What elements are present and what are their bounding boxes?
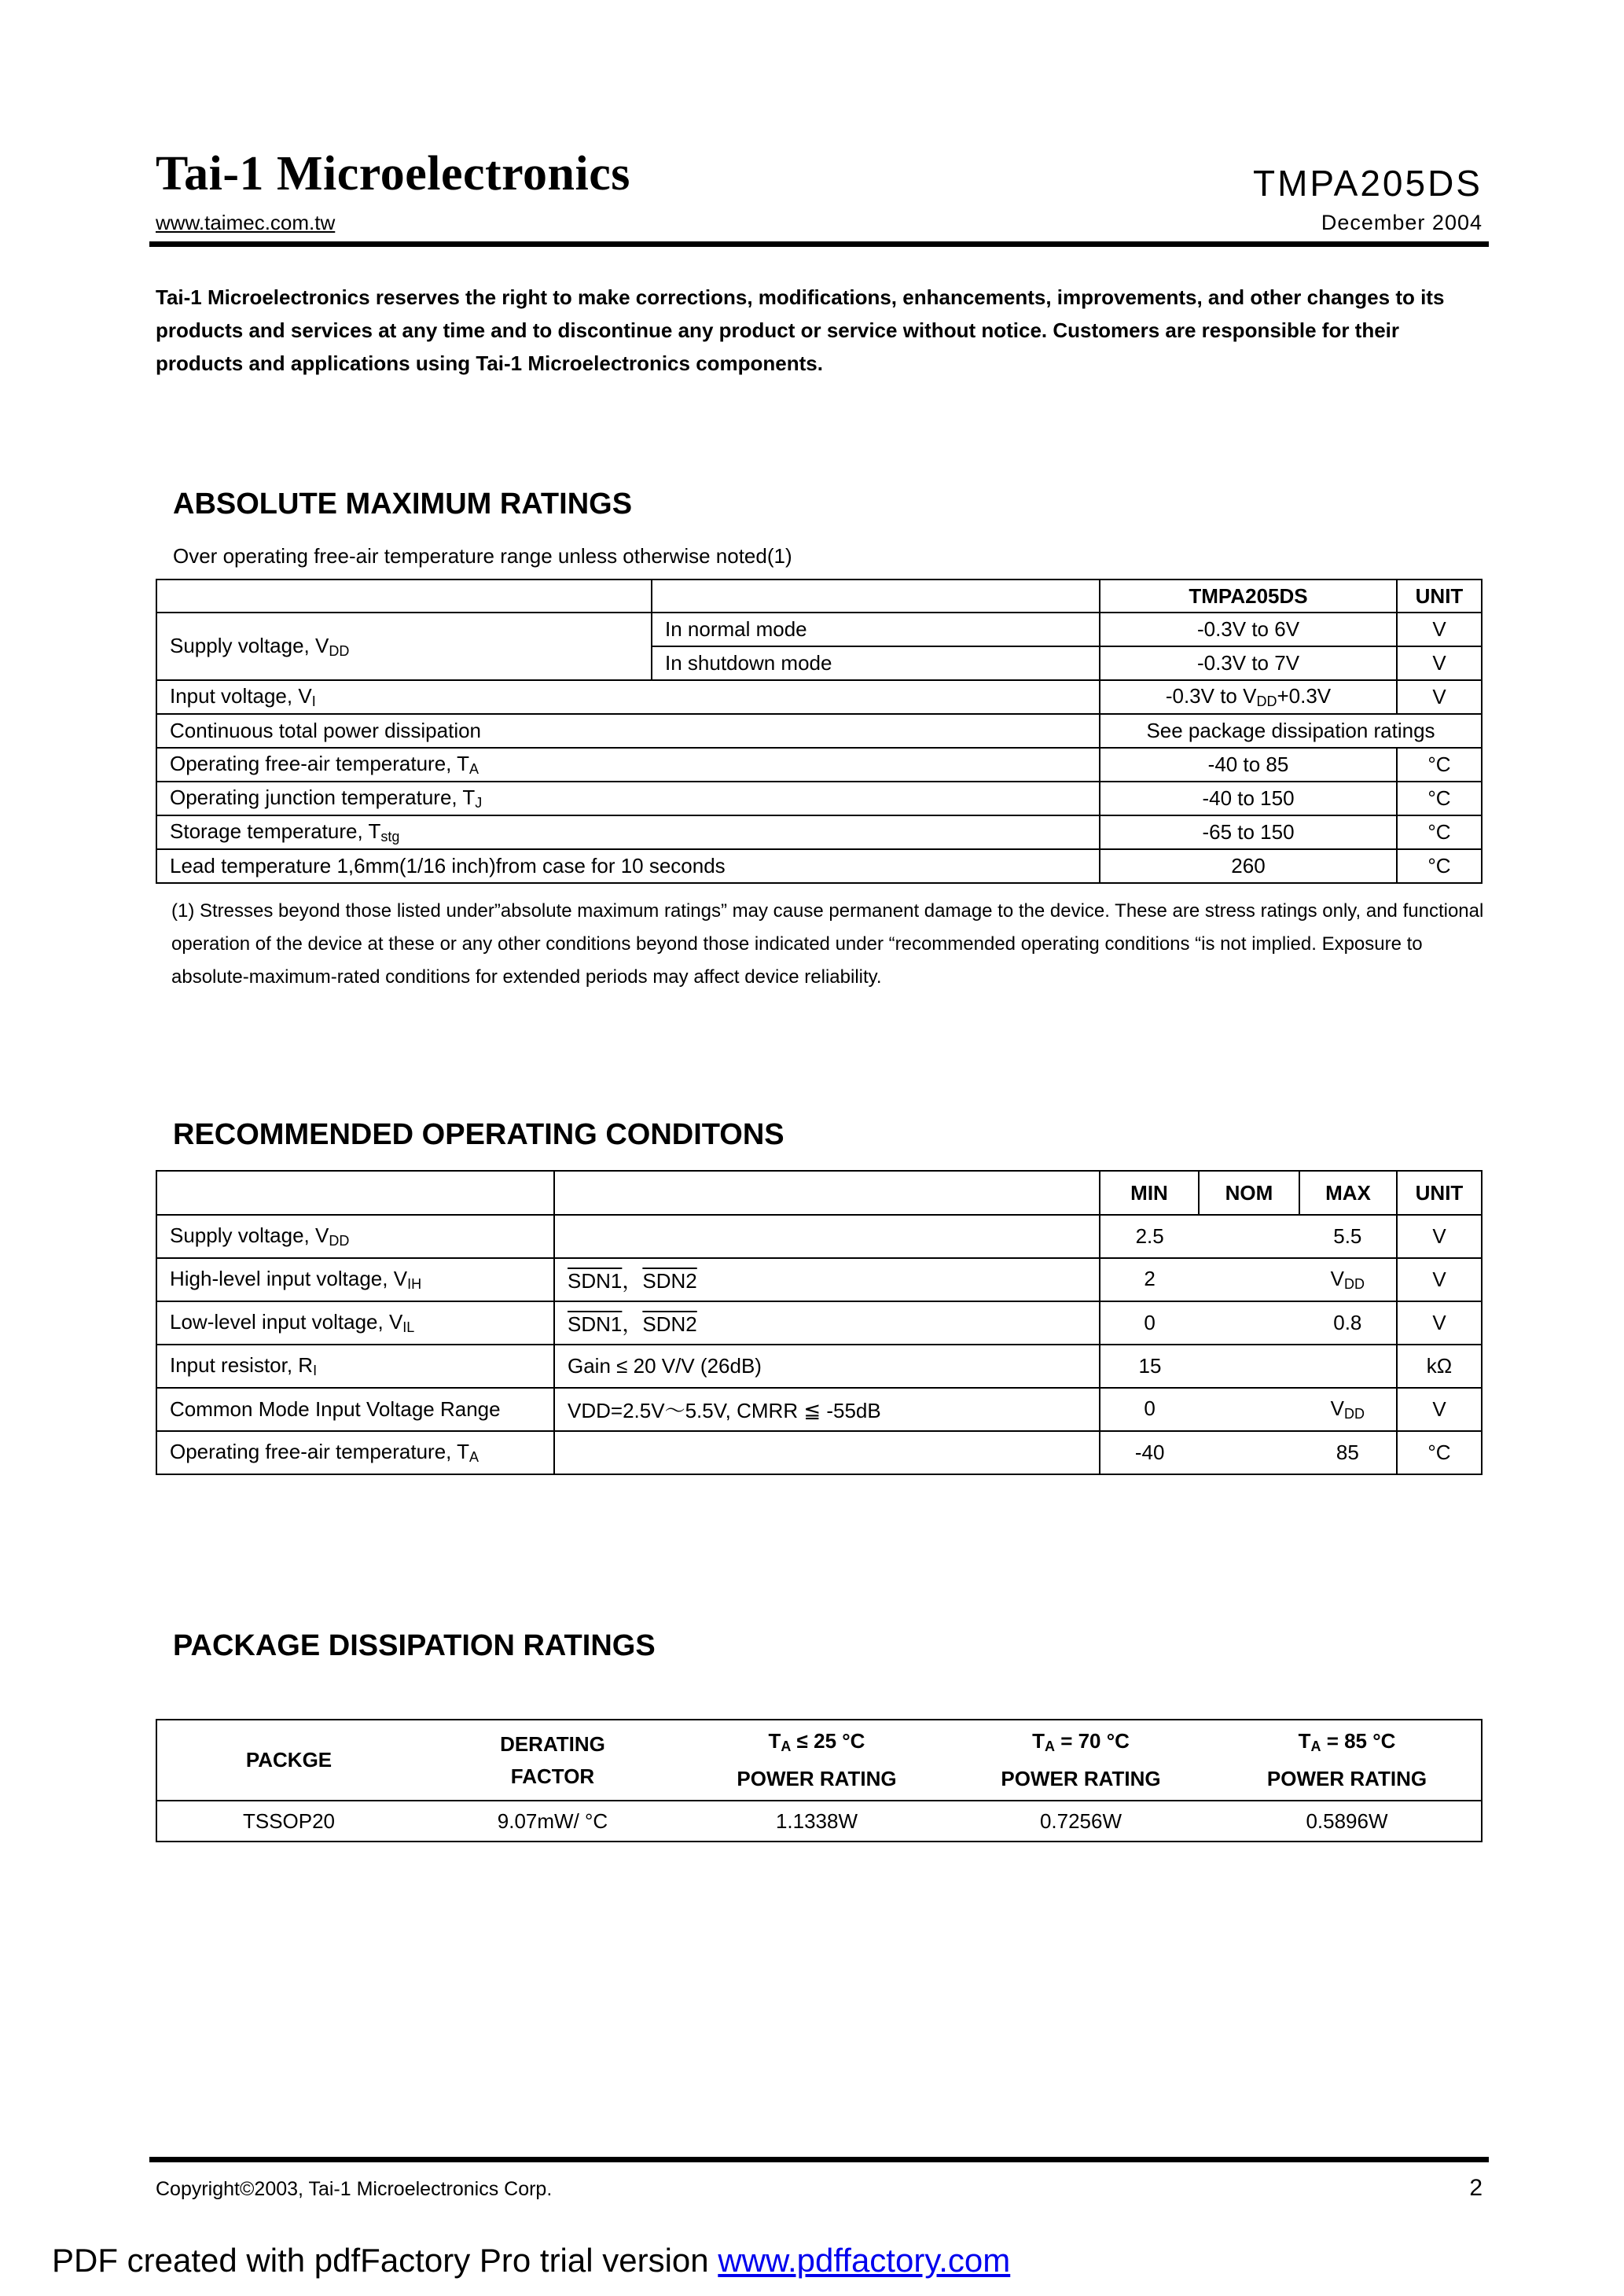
h-t70: $T_A = 70$ °C POWER RATING xyxy=(949,1720,1213,1801)
cm-condition: VDD=2.5V～5.5V, CMRR ≦ -55dB xyxy=(554,1388,1100,1431)
normal-value: -0.3V to 6V xyxy=(1100,613,1397,646)
table-row xyxy=(156,1258,1482,1301)
supply-max: 5.5 xyxy=(1333,1224,1362,1248)
op-temp-unit: °C xyxy=(1397,748,1482,782)
company-name: Tai-1 Microelectronics xyxy=(156,147,630,201)
vih-unit: V xyxy=(1397,1258,1482,1301)
table-header-row xyxy=(156,580,1482,613)
op-temp-label: Operating free-air temperature, $T_A$ xyxy=(156,748,1100,782)
lead-unit: °C xyxy=(1397,849,1482,883)
table-row xyxy=(156,748,1482,782)
cm-min: 0 xyxy=(1144,1396,1156,1420)
supply-label: Supply voltage, $V_{DD}$ xyxy=(156,613,652,680)
cm-unit: V xyxy=(1397,1388,1482,1431)
table-row xyxy=(156,849,1482,883)
header-divider xyxy=(149,241,1489,247)
table-row xyxy=(156,1301,1482,1345)
normal-mode: In normal mode xyxy=(652,613,1100,646)
ri-label: Input resistor, $R_I$ xyxy=(156,1345,554,1388)
lead-value: 260 xyxy=(1100,849,1397,883)
cm-max: $V_{DD}$ xyxy=(1330,1396,1365,1422)
shutdown-mode: In shutdown mode xyxy=(652,646,1100,680)
vil-label: Low-level input voltage, $V_{IL}$ xyxy=(156,1301,554,1345)
table-row xyxy=(156,714,1482,748)
power-85: 0.5896W xyxy=(1306,1808,1388,1833)
vih-min: 2 xyxy=(1144,1267,1156,1290)
table-row xyxy=(156,1801,1482,1842)
col-unit: UNIT xyxy=(1397,580,1482,613)
col-max: MAX xyxy=(1299,1171,1397,1215)
footer-divider xyxy=(149,2157,1489,2162)
table-row xyxy=(156,1345,1482,1388)
pdf-watermark: PDF created with pdfFactory Pro trial version www.pdffactory.com xyxy=(52,2242,1011,2279)
page-number: 2 xyxy=(1469,2175,1483,2201)
cm-label: Common Mode Input Voltage Range xyxy=(156,1388,554,1431)
table-header-row xyxy=(156,1720,1482,1801)
abs-max-table xyxy=(156,579,1483,884)
abs-max-title: ABSOLUTE MAXIMUM RATINGS xyxy=(173,488,633,521)
power-70: 0.7256W xyxy=(1039,1808,1122,1833)
pkg-table xyxy=(156,1719,1483,1842)
h-t85: $T_A = 85$ °C POWER RATING xyxy=(1213,1720,1482,1801)
ri-condition: Gain ≤ 20 V/V (26dB) xyxy=(554,1345,1100,1388)
supply-min: 2.5 xyxy=(1135,1224,1164,1248)
col-unit: UNIT xyxy=(1397,1171,1482,1215)
power-25: 1.1338W xyxy=(775,1808,858,1833)
abs-max-footnote: (1) Stresses beyond those listed under”absolute maximum ratings” may cause permanent damage to the device. These are stress ratings only, and functional operation of the device at these or any other conditions beyond those indicated under “recommended operating conditions “is not implied. Exposure to absolute-maximum-rated conditions for extended periods may affect device reliability. xyxy=(171,900,1484,988)
table-row xyxy=(156,1215,1482,1258)
col-min: MIN xyxy=(1100,1171,1199,1215)
input-unit: V xyxy=(1397,680,1482,714)
supply-unit: V xyxy=(1397,1215,1482,1258)
storage-value: -65 to 150 xyxy=(1100,815,1397,849)
input-label: Input voltage, $V_I$ xyxy=(156,680,1100,714)
table-row xyxy=(156,680,1482,714)
table-row xyxy=(156,782,1482,815)
ta-min: -40 xyxy=(1134,1441,1165,1464)
col-nom: NOM xyxy=(1199,1171,1299,1215)
power-value: See package dissipation ratings xyxy=(1100,714,1482,748)
ri-min: 15 xyxy=(1138,1354,1162,1378)
rec-op-table xyxy=(156,1170,1483,1475)
table-header-row xyxy=(156,1171,1482,1215)
shutdown-unit: V xyxy=(1397,646,1482,680)
copyright: Copyright©2003, Tai-1 Microelectronics Corp. xyxy=(156,2178,553,2200)
table-row xyxy=(156,815,1482,849)
col-part: TMPA205DS xyxy=(1100,580,1397,613)
vih-label: High-level input voltage, $V_{IH}$ xyxy=(156,1258,554,1301)
abs-max-subtitle: Over operating free-air temperature range unless otherwise noted(1) xyxy=(173,544,792,568)
rec-op-title: RECOMMENDED OPERATING CONDITONS xyxy=(173,1118,784,1151)
vil-unit: V xyxy=(1397,1301,1482,1345)
part-number: TMPA205DS xyxy=(1252,163,1483,204)
website-link[interactable]: www.taimec.com.tw xyxy=(156,211,336,234)
junction-value: -40 to 150 xyxy=(1100,782,1397,815)
vil-min: 0 xyxy=(1144,1311,1156,1334)
package: TSSOP20 xyxy=(242,1808,336,1833)
vil-max: 0.8 xyxy=(1333,1311,1362,1334)
h-t25: $T_A \le 25$ °C POWER RATING xyxy=(685,1720,949,1801)
h-package: PACKGE xyxy=(156,1720,421,1801)
ta-label: Operating free-air temperature, $T_A$ xyxy=(156,1431,554,1474)
ri-unit: kΩ xyxy=(1397,1345,1482,1388)
vih-condition: SDN1，SDN2 xyxy=(554,1258,1100,1301)
power-label: Continuous total power dissipation xyxy=(156,714,1100,748)
shutdown-value: -0.3V to 7V xyxy=(1100,646,1397,680)
pdffactory-link[interactable]: www.pdffactory.com xyxy=(718,2242,1011,2279)
ta-unit: °C xyxy=(1397,1431,1482,1474)
table-row xyxy=(156,613,1482,646)
normal-unit: V xyxy=(1397,613,1482,646)
h-derating: DERATING FACTOR xyxy=(421,1720,685,1801)
vih-max: $V_{DD}$ xyxy=(1330,1267,1365,1292)
vil-condition: SDN1，SDN2 xyxy=(554,1301,1100,1345)
pkg-title: PACKAGE DISSIPATION RATINGS xyxy=(173,1629,656,1662)
storage-label: Storage temperature, $T_{stg}$ xyxy=(156,815,1100,849)
ta-max: 85 xyxy=(1336,1441,1359,1464)
junction-unit: °C xyxy=(1397,782,1482,815)
junction-label: Operating junction temperature, $T_J$ xyxy=(156,782,1100,815)
table-row xyxy=(156,1431,1482,1474)
lead-label: Lead temperature 1,6mm(1/16 inch)from case for 10 seconds xyxy=(156,849,1100,883)
supply-label: Supply voltage, $V_{DD}$ xyxy=(156,1215,554,1258)
document-date: December 2004 xyxy=(1321,211,1483,234)
storage-unit: °C xyxy=(1397,815,1482,849)
legal-notice: Tai-1 Microelectronics reserves the right to make corrections, modifications, enhancements, improvements, and other changes to its products and services at any time and to discontinue any product or service without notice. Customers are responsible for their products and applications using Tai-1 Microelectronics components. xyxy=(156,285,1445,375)
table-row xyxy=(156,1388,1482,1431)
derating: 9.07mW/ °C xyxy=(497,1808,608,1833)
op-temp-value: -40 to 85 xyxy=(1100,748,1397,782)
input-value: -0.3V to $V_{DD}+0.3V$ xyxy=(1100,680,1397,714)
